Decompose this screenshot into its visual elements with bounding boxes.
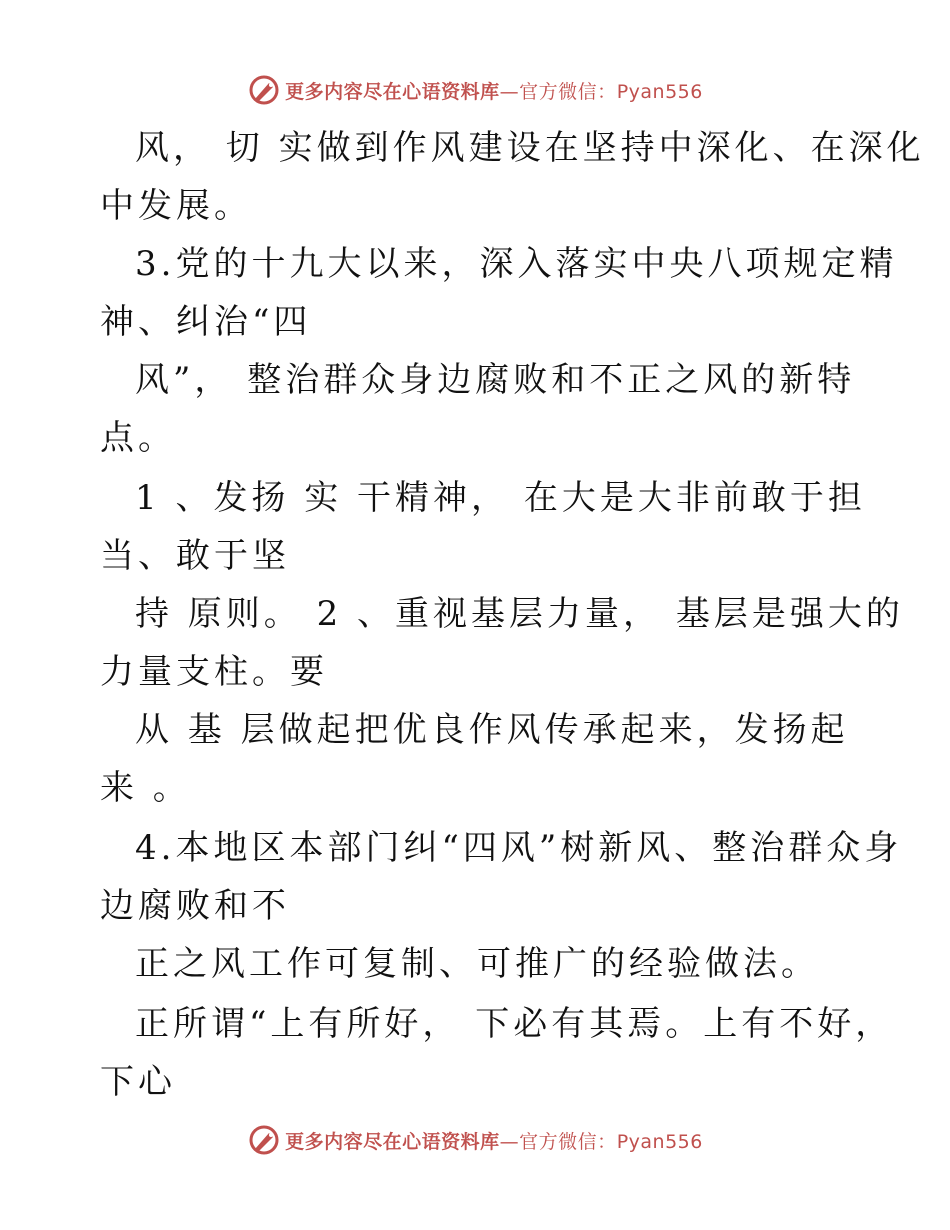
text-line: 力量支柱。要 (100, 652, 328, 692)
text-line: 风”， 整治群众身边腐败和不正之风的新特 (135, 360, 856, 400)
text-line: 风， 切 实做到作风建设在坚持中深化、在深化 (135, 128, 925, 168)
text-line: 中发展。 (100, 186, 252, 226)
text-line: 持 原则。 2 、重视基层力量， 基层是强大的 (135, 594, 904, 634)
text-line: 正所谓“上有所好， 下必有其焉。上有不好， (135, 1004, 894, 1044)
text-line: 从 基 层做起把优良作风传承起来，发扬起 (135, 710, 849, 750)
text-line: 4.本地区本部门纠“四风”树新风、整治群众身 (135, 828, 903, 868)
header-watermark (0, 70, 950, 110)
text-line: 下心 (100, 1062, 176, 1102)
pen-logo-icon (247, 1123, 281, 1157)
watermark-wechat-label: —官方微信： (499, 80, 617, 103)
watermark-wechat-id: Pyan556 (616, 80, 703, 103)
text-line: 1 、发扬 实 干精神， 在大是大非前敢于担 (135, 478, 866, 518)
text-line: 当、敢于坚 (100, 536, 290, 576)
text-line: 来 。 (100, 768, 191, 808)
text-line: 边腐败和不 (100, 886, 290, 926)
text-line: 正之风工作可复制、可推广的经验做法。 (135, 944, 819, 984)
watermark-title: 更多内容尽在心语资料库 (285, 1130, 500, 1153)
watermark-wechat-id: Pyan556 (616, 1130, 703, 1153)
text-line: 神、纠治“四 (100, 302, 312, 342)
text-line: 点。 (100, 418, 176, 458)
pen-logo-icon (247, 73, 281, 107)
watermark-text (285, 77, 703, 104)
watermark-title: 更多内容尽在心语资料库 (285, 80, 500, 103)
watermark-text (285, 1127, 703, 1154)
watermark-wechat-label: —官方微信： (499, 1130, 617, 1153)
text-line: 3.党的十九大以来，深入落实中央八项规定精 (135, 244, 898, 284)
footer-watermark (0, 1120, 950, 1160)
